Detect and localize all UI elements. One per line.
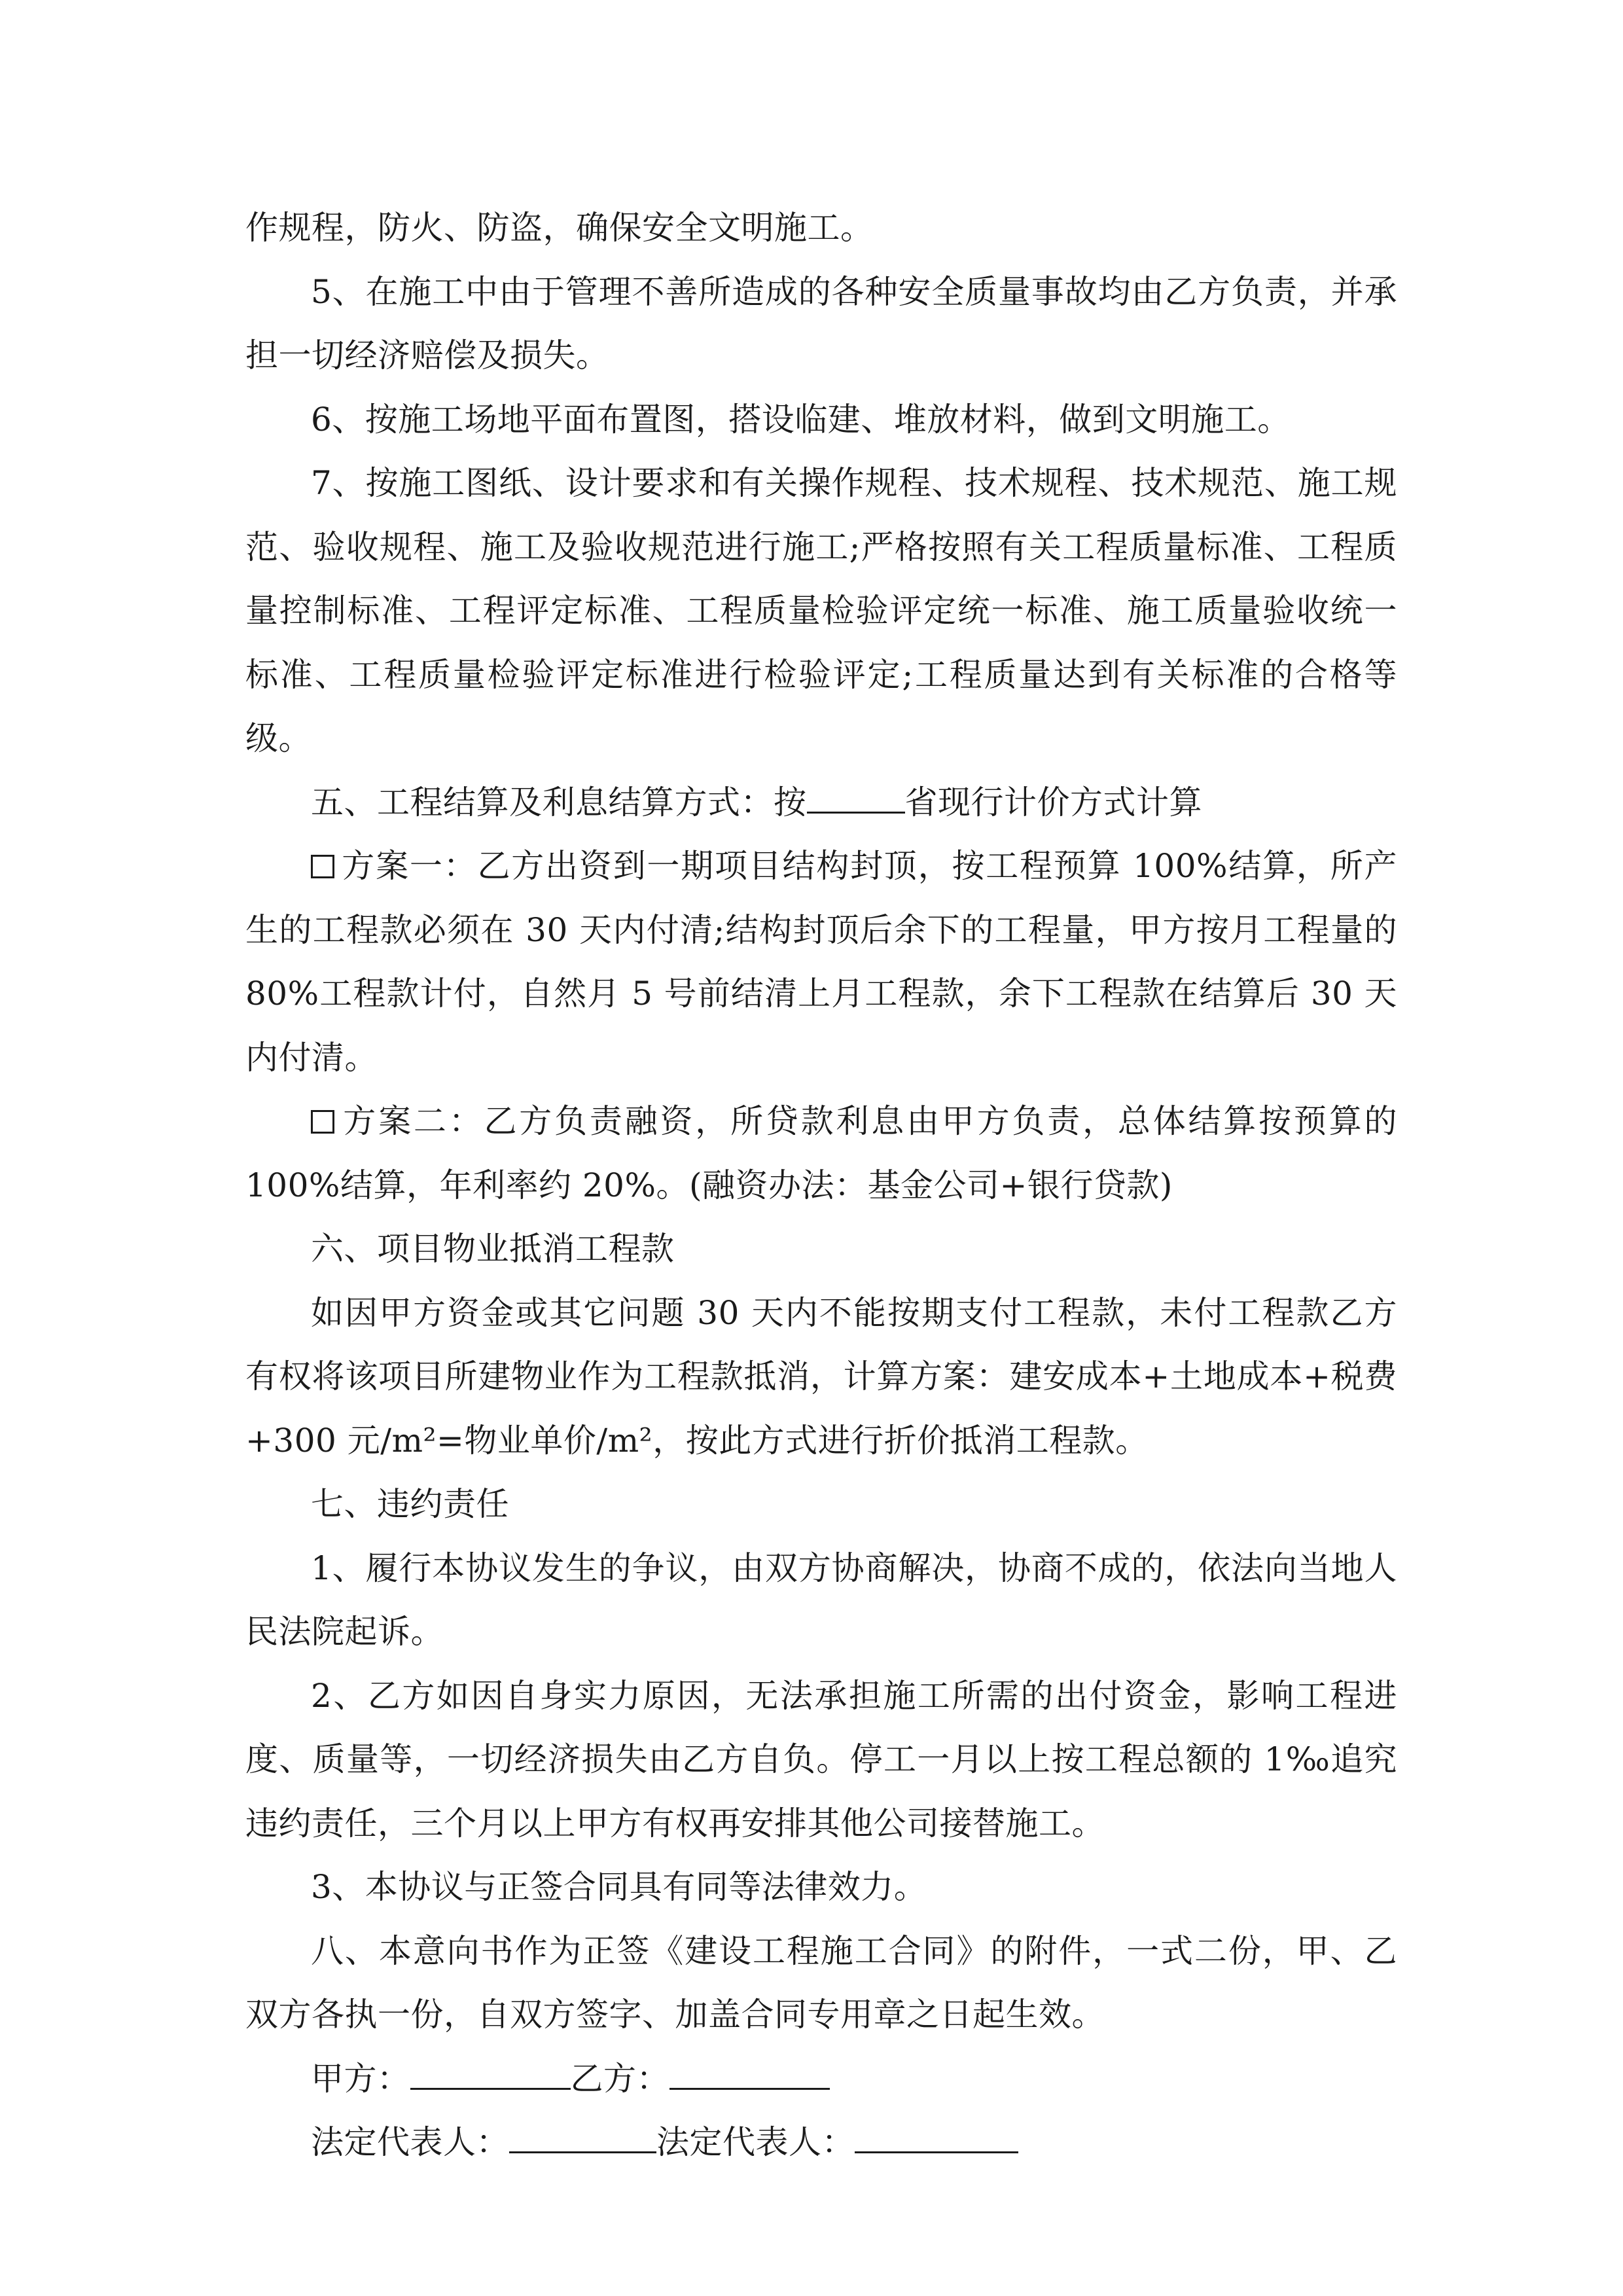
- document-body: [245, 196, 1397, 2175]
- paragraph-property-offset: 如因甲方资金或其它问题 30 天内不能按期支付工程款，未付工程款乙方有权将该项目所建物业作为工程款抵消，计算方案：建安成本+土地成本+税费+300 元/m²=物业单价/m²，按此方式进行折价抵消工程款。: [245, 1293, 1397, 1460]
- paragraph-plan-two: [245, 1090, 1397, 1217]
- rep-b-blank: [855, 2121, 1018, 2153]
- paragraph-breach-3: 3、本协议与正签合同具有同等法律效力。: [311, 1868, 927, 1906]
- signature-line-representatives: [245, 2111, 1397, 2175]
- plan-one-checkbox: [311, 855, 334, 878]
- party-b-blank: [669, 2058, 830, 2090]
- party-a-label: 甲方：: [311, 2059, 410, 2098]
- paragraph-clause-6: 6、按施工场地平面布置图，搭设临建、堆放材料，做到文明施工。: [311, 400, 1291, 439]
- paragraph-plan-one: [245, 834, 1397, 1090]
- plan-two-checkbox: [311, 1110, 334, 1134]
- plan-one-text: 方案一：乙方出资到一期项目结构封顶，按工程预算 100%结算，所产生的工程款必须在 30 天内付清;结构封顶后余下的工程量，甲方按月工程量的 80%工程款计付，自然月 5 号前结清上月工程款，余下工程款在结算后 30 天内付清。: [245, 847, 1397, 1077]
- province-blank: [807, 781, 905, 814]
- signature-line-parties: [245, 2047, 1397, 2111]
- rep-a-label: 法定代表人：: [311, 2123, 509, 2161]
- paragraph-settlement-heading: [245, 771, 1397, 835]
- party-b-label: 乙方：: [570, 2059, 669, 2098]
- rep-b-label: 法定代表人：: [656, 2123, 855, 2161]
- paragraph-section-8: 八、本意向书作为正签《建设工程施工合同》的附件，一式二份，甲、乙双方各执一份，自双方签字、加盖合同专用章之日起生效。: [245, 1931, 1397, 2034]
- party-a-blank: [410, 2058, 571, 2090]
- paragraph-section-6-heading: 六、项目物业抵消工程款: [311, 1230, 675, 1268]
- rep-a-blank: [509, 2121, 656, 2153]
- paragraph-breach-1: 1、履行本协议发生的争议，由双方协商解决，协商不成的，依法向当地人民法院起诉。: [245, 1549, 1397, 1651]
- paragraph-clause-7: 7、按施工图纸、设计要求和有关操作规程、技术规程、技术规范、施工规范、验收规程、施工及验收规范进行施工;严格按照有关工程质量标准、工程质量控制标准、工程评定标准、工程质量检验评定统一标准、施工质量验收统一标准、工程质量检验评定标准进行检验评定;工程质量达到有关标准的合格等级。: [245, 464, 1397, 757]
- paragraph-section-7-heading: 七、违约责任: [311, 1485, 509, 1523]
- settlement-text-after: 省现行计价方式计算: [904, 783, 1202, 821]
- plan-two-text: 方案二：乙方负责融资，所贷款利息由甲方负责，总体结算按预算的 100%结算，年利率约 20%。(融资办法：基金公司+银行贷款): [245, 1102, 1397, 1204]
- paragraph-breach-2: 2、乙方如因自身实力原因，无法承担施工所需的出付资金，影响工程进度、质量等，一切经济损失由乙方自负。停工一月以上按工程总额的 1‰追究违约责任，三个月以上甲方有权再安排其他公司接替施工。: [245, 1676, 1397, 1842]
- settlement-text-before: 五、工程结算及利息结算方式：按: [311, 783, 807, 821]
- paragraph-clause-5: 5、在施工中由于管理不善所造成的各种安全质量事故均由乙方负责，并承担一切经济赔偿及损失。: [245, 272, 1397, 374]
- paragraph-fire-safety: 作规程，防火、防盗，确保安全文明施工。: [245, 209, 874, 247]
